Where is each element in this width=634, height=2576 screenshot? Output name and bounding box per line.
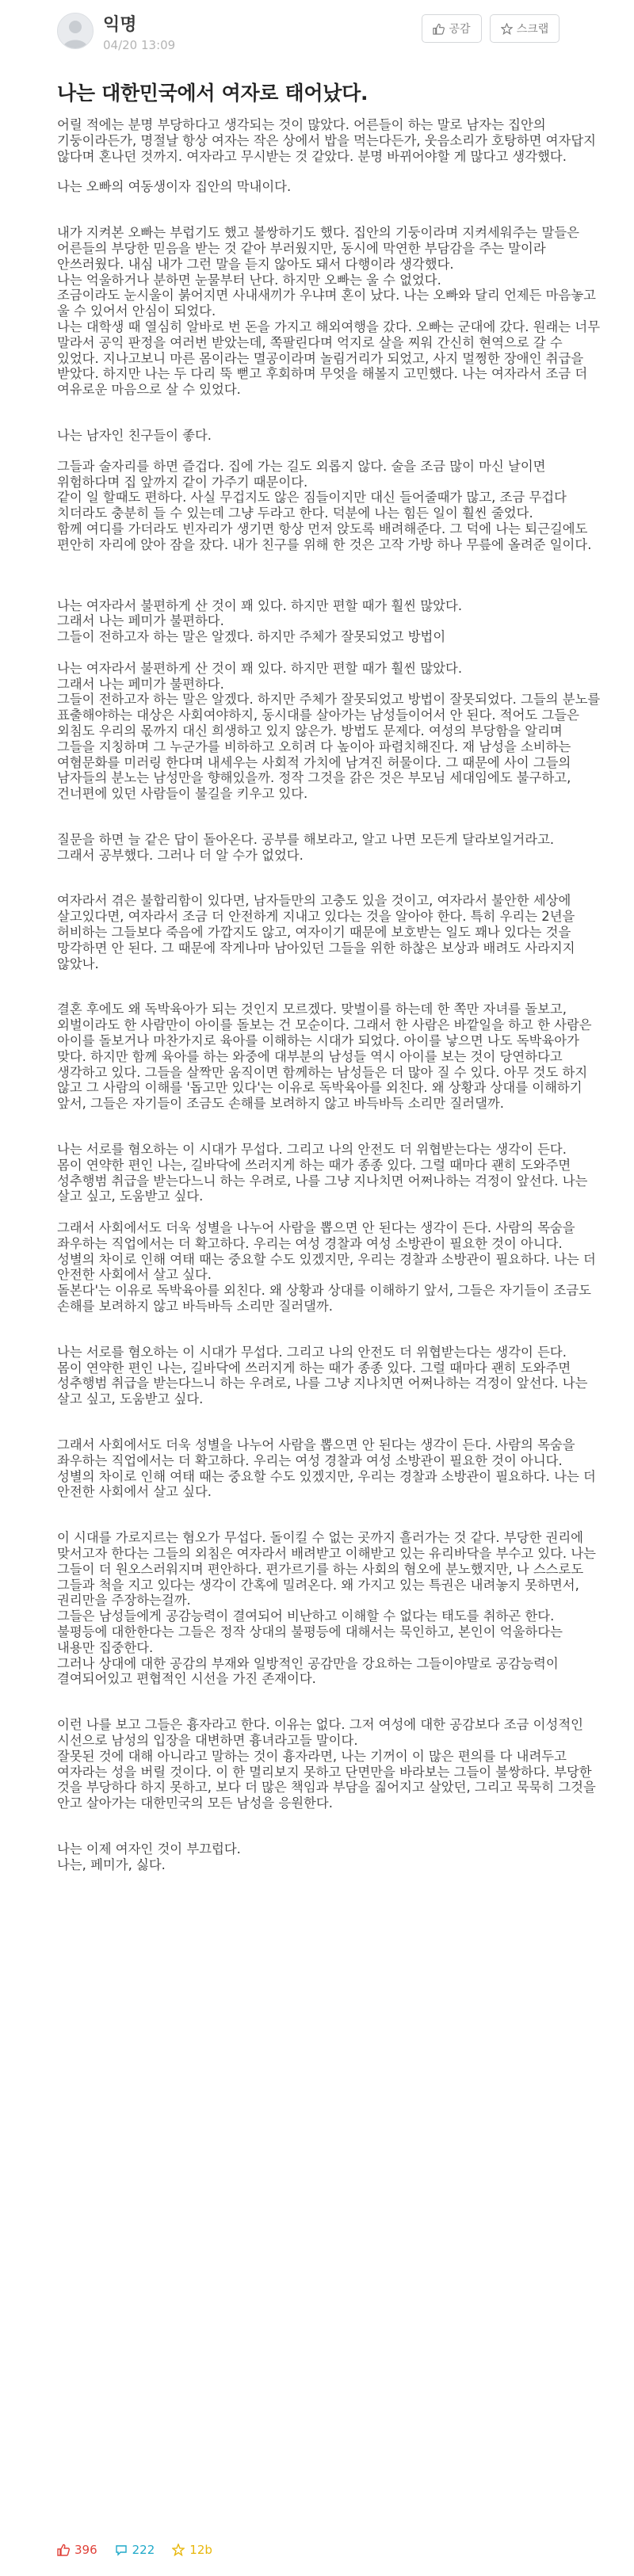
comment-count (115, 2543, 155, 2557)
like-button-label: 공감 (449, 23, 471, 36)
paragraph: 어릴 적에는 분명 부당하다고 생각되는 것이 많았다. 어른들이 하는 말로 남자는 집안의 기둥이라든가, 명절날 항상 여자는 작은 상에서 밥을 먹는다든가, 웃음소리가 호탕하면 여자답지 않다며 혼나던 것까지. 여자라고 무시받는 것 같았다. 분명 바뀌어야할 게 많다고 생각했다. (57, 117, 601, 164)
post-stats (57, 2540, 212, 2560)
thumb-up-icon (433, 23, 445, 35)
scrap-button[interactable] (490, 14, 560, 43)
like-button[interactable] (422, 14, 482, 43)
paragraph: 나는 서로를 혐오하는 이 시대가 무섭다. 그리고 나의 안전도 더 위협받는다는 생각이 든다. 몸이 연약한 편인 나는, 길바닥에 쓰러지게 하는 때가 종종 있다. 그럴 때마다 괜히 도와주면 성추행범 취급을 받는다느니 하는 우려로, 나를 그냥 지나치면 어쩌나하는 걱정이 앞선다. 나는 살고 싶고, 도움받고 싶다. (57, 1344, 588, 1407)
like-count (57, 2543, 97, 2557)
star-icon (501, 23, 513, 35)
scrap-count (172, 2543, 212, 2557)
paragraph: 내가 지켜본 오빠는 부럽기도 했고 불쌍하기도 했다. 집안의 기둥이라며 지켜세워주는 말들은 어른들의 부당한 믿음을 받는 것 같아 부러웠지만, 동시에 막연한 부담감을 주는 말이라 안쓰러웠다. 내심 내가 그런 말을 듣지 않아도 돼서 다행이라 생각했다. 나는 억울하거나 분하면 눈물부터 난다. 하지만 오빠는 울 수 없었다. 조금이라도 눈시울이 붉어지면 사내새끼가 우냐며 혼이 났다. 나는 오빠와 달리 언제든 마음놓고 울 수 있어서 안심이 되었다. 나는 대학생 때 열심히 알바로 번 돈을 가지고 해외여행을 갔다. 오빠는 군대에 갔다. 원래는 너무 말라서 공익 판정을 여러번 받았는데, 쪽팔린다며 억지로 살을 찌워 간신히 현역으로 갈 수 있었다. 지나고보니 마른 몸이라는 멸공이라며 놀림거리가 되었고, 사지 멀쩡한 장애인 취급을 받았다. 하지만 나는 두 다리 뚝 뻗고 후회하며 무엇을 해볼지 고민했다. 나는 여자라서 조금 더 여유로운 마음으로 살 수 있었다. (57, 225, 601, 398)
paragraph: 이런 나를 보고 그들은 흉자라고 한다. 이유는 없다. 그저 여성에 대한 공감보다 조금 이성적인 시선으로 남성의 입장을 대변하면 흉녀라고들 말이다. 잘못된 것에 대해 아니라고 말하는 것이 흉자라면, 나는 기꺼이 이 많은 편의를 다 내려두고 여자라는 성을 버릴 것이다. 이 한 멸리보지 못하고 단면만을 바라보는 그들이 불쌍하다. 부당한 것을 부당하다 하지 못하고, 보다 더 많은 책임과 부담을 짊어지고 살았던, 그리고 묵묵히 그것을 안고 살아가는 대한민국의 모든 남성을 응원한다. (57, 1717, 596, 1811)
scrap-button-label: 스크랩 (516, 23, 549, 36)
comment-count-value: 222 (132, 2543, 155, 2557)
post-title: 나는 대한민국에서 여자로 태어났다. (57, 82, 369, 105)
avatar (57, 13, 94, 49)
post-header (0, 0, 634, 59)
paragraph: 그들과 술자리를 하면 즐겁다. 집에 가는 길도 외롭지 않다. 술을 조금 많이 마신 날이면 위험하다며 집 앞까지 같이 가주기 때문이다. 같이 일 할때도 편하다. 사실 무겁지도 않은 짐들이지만 대신 들어줄때가 많고, 조금 무겁다 치더라도 충분히 들 수 있는데 그냥 두라고 한다. 덕분에 나는 힘든 일이 훨씬 줄었다. 함께 여디를 가더라도 빈자리가 생기면 항상 먼저 앉도록 배려해준다. 그 덕에 나는 퇴근길에도 편안히 자리에 앉아 잠을 잤다. 내가 친구를 위해 한 것은 고작 가방 하나 무릎에 올려준 일이다. (57, 458, 592, 552)
paragraph: 여자라서 겪은 불합리함이 있다면, 남자들만의 고충도 있을 것이고, 여자라서 불안한 세상에 살고있다면, 여자라서 조금 더 안전하게 지내고 있다는 것을 알아야 한다. 특히 우리는 2년을 허비하는 그들보다 죽음에 가깝지도 않고, 여자이기 때문에 보호받는 일도 꽤나 있다는 것을 망각하면 안 된다. 그 때문에 작게나마 남아있던 그들을 위한 하찮은 보상과 배려도 사라지지 않았나. (57, 893, 579, 971)
paragraph: 그래서 사회에서도 더욱 성별을 나누어 사람을 뽑으면 안 된다는 생각이 든다. 사람의 목숨을 좌우하는 직업에서는 더 확고하다. 우리는 여성 경찰과 여성 소방관이 필요한 것이 아니다. 성별의 차이로 인해 여태 때는 중요할 수도 있겠지만, 우리는 경찰과 소방관이 필요하다. 나는 더 안전한 사회에서 살고 싶다. (57, 1437, 601, 1500)
like-count-value: 396 (74, 2543, 97, 2557)
paragraph: 나는 남자인 친구들이 좋다. (57, 427, 212, 443)
avatar-icon (58, 13, 93, 48)
paragraph: 나는 오빠의 여동생이자 집안의 막내이다. (57, 179, 292, 195)
paragraph: 나는 여자라서 불편하게 산 것이 꽤 있다. 하지만 편할 때가 훨씬 많았다. 그래서 나는 페미가 불편하다. 그들이 전하고자 하는 말은 알겠다. 하지만 주체가 잘못되었고 방법이 나는 여자라서 불편하게 산 것이 꽤 있다. 하지만 편할 때가 훨씬 많았다. 그래서 나는 페미가 불편하다. 그들이 전하고자 하는 말은 알겠다. 하지만 주체가 잘못되었고 방법이 잘못되었다. 그들의 분노를 표출해야하는 대상은 사회여야하지, 동시대를 살아가는 남성들이어서 안 된다. 적어도 그들은 외침도 우리의 몫까지 대신 희생하고 있지 않은가. 방법도 문제다. 여성의 부당함을 알리며 그들을 지칭하며 그 누군가를 비하하고 오히려 다 높이아 파렴치해진다. 재 남성을 소비하는 여혐문화를 미러링 한다며 내세우는 사회적 가치에 남겨진 허물이다. 그 때문에 사이 그들의 남자들의 분노는 남성만을 향해있을까. 정작 그것을 갉은 것은 부모님 세대임에도 불구하고, 건너편에 있던 사람들이 불길을 키우고 있다. (57, 597, 601, 802)
paragraph: 질문을 하면 늘 같은 답이 돌아온다. 공부를 해보라고, 알고 나면 모든게 달라보일거라고. 그래서 공부했다. 그러나 더 알 수가 없었다. (57, 831, 555, 863)
paragraph: 나는 이제 여자인 것이 부끄럽다. 나는, 페미가, 싫다. (57, 1841, 241, 1872)
post-body (57, 117, 604, 1873)
paragraph: 나는 서로를 혐오하는 이 시대가 무섭다. 그리고 나의 안전도 더 위협받는다는 생각이 든다. 몸이 연약한 편인 나는, 길바닥에 쓰러지게 하는 때가 종종 있다. 그럴 때마다 괜히 도와주면 성추행범 취급을 받는다느니 하는 우려로, 나를 그냥 지나치면 어쩌나하는 걱정이 앞선다. 나는 살고 싶고, 도움받고 싶다. 그래서 사회에서도 더욱 성별을 나누어 사람을 뽑으면 안 된다는 생각이 든다. 사람의 목숨을 좌우하는 직업에서는 더 확고하다. 우리는 여성 경찰과 여성 소방관이 필요한 것이 아니다. 성별의 차이로 인해 여태 때는 중요할 수도 있겠지만, 우리는 경찰과 소방관이 필요하다. 나는 더 안전한 사회에서 살고 싶다. 돌본다'는 이유로 독박육아를 외친다. 왜 상황과 상대를 이해하기 앞서, 그들은 자기들이 조금도 손해를 보려하지 않고 바득바득 소리만 질러댈까. (57, 1142, 596, 1315)
scrap-count-value: 12b (189, 2543, 212, 2557)
thumb-up-icon (57, 2544, 70, 2556)
star-icon (172, 2544, 185, 2556)
post-date: 04/20 13:09 (103, 38, 176, 52)
author-name: 익명 (103, 15, 137, 35)
comment-icon (115, 2544, 128, 2556)
paragraph: 이 시대를 가로지르는 혐오가 무섭다. 돌이킬 수 없는 곳까지 흘러가는 것 같다. 부당한 권리에 맞서고자 한다는 그들의 외침은 여자라서 배려받고 이해받고 있는 유리바닥을 부수고 있다. 나는 그들이 더 원오스러워지며 편안하다. 편가르기를 하는 사회의 혐오에 분노했지만, 나 스스로도 그들과 척을 지고 있다는 생각이 간혹에 밀려온다. 왜 가지고 있는 특권은 내려놓지 못하면서, 권리만을 주장하는걸까. 그들은 남성들에게 공감능력이 결여되어 비난하고 이해할 수 없다는 태도를 취하곤 한다. 불평등에 대한한다는 그들은 정작 상대의 불평등에 대해서는 묵인하고, 본인이 억울하다는 내용만 집중한다. 그러나 상대에 대한 공감의 부재와 일방적인 공감만을 강요하는 그들이야말로 공감능력이 결여되어있고 편협적인 시선을 가진 존재이다. (57, 1530, 597, 1687)
paragraph: 결혼 후에도 왜 독박육아가 되는 것인지 모르겠다. 맞벌이를 하는데 한 쪽만 자녀를 돌보고, 외벌이라도 한 사람만이 아이를 돌보는 건 모순이다. 그래서 한 사람은 바깥일을 하고 한 사람은 아이를 돌보거나 마찬가지로 육아를 이해하는 시대가 되었다. 아이를 낳으면 나도 독박육아가 맞다. 하지만 함께 육아를 하는 와중에 대부분의 남성들 역시 아이를 보는 것이 당연하다고 생각하고 있다. 그들을 살짝만 움직이면 함께하는 남성들은 더 많아 질 수 있다. 아무 것도 하지 않고 그 사람의 이해를 '돕고만 있다'는 이유로 독박육아를 외친다. 왜 상황과 상대를 이해하기 앞서, 그들은 자기들이 조금도 손해를 보려하지 않고 바득바득 소리만 질러댈까. (57, 1002, 596, 1112)
